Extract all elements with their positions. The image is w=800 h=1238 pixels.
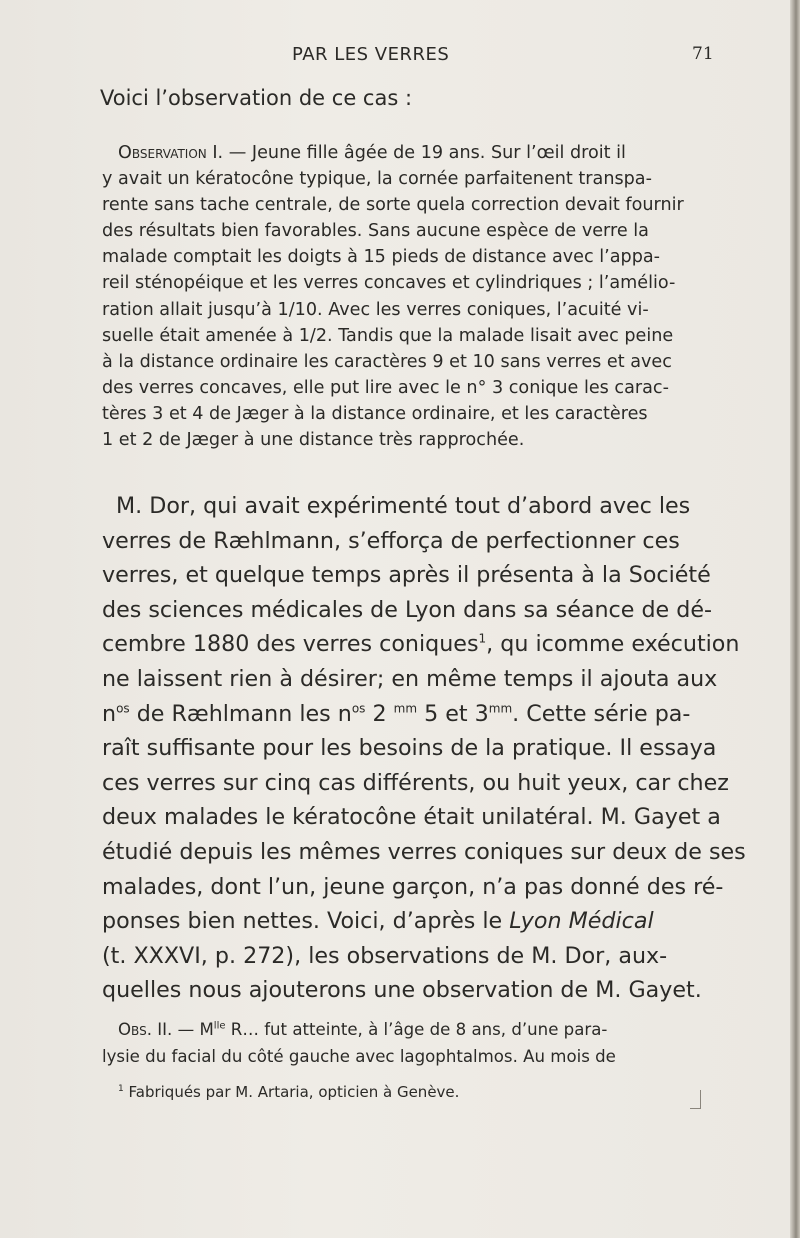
paragraph-line: des sciences médicales de Lyon dans sa séance de dé- xyxy=(102,596,712,623)
observation-1-line: malade comptait les doigts à 15 pieds de distance avec l’appa- xyxy=(102,247,660,268)
observation-2 xyxy=(102,1016,732,1070)
paragraph-line: verres de Ræhlmann, s’efforça de perfectionner ces xyxy=(102,527,680,554)
observation-1-line: tères 3 et 4 de Jæger à la distance ordinaire, et les caractères xyxy=(102,403,648,424)
paragraph-line: (t. XXXVI, p. 272), les observations de M. Dor, aux- xyxy=(102,942,668,969)
observation-1 xyxy=(102,140,722,453)
observation-1-label: Observation I. xyxy=(118,143,224,163)
page-number: 71 xyxy=(692,44,714,64)
footnote-text: Fabriqués par M. Artaria, opticien à Genève. xyxy=(123,1083,460,1101)
observation-1-line: rente sans tache centrale, de sorte quela correction devait fournir xyxy=(102,195,684,216)
footnote-marker: 1 xyxy=(118,1084,124,1094)
paragraph-line: malades, dont l’un, jeune garçon, n’a pas donné des ré- xyxy=(102,873,724,900)
paragraph-line: raît suffisante pour les besoins de la pratique. Il essaya xyxy=(102,735,717,762)
observation-1-line: des verres concaves, elle put lire avec le n° 3 conique les carac- xyxy=(102,377,669,398)
paragraph-line: cembre 1880 des verres coniques$^1$, qu icomme exécution xyxy=(102,631,740,658)
paragraph-line: ces verres sur cinq cas différents, ou huit yeux, car chez xyxy=(102,769,729,796)
paragraph-line: verres, et quelque temps après il présenta à la Société xyxy=(102,562,711,589)
observation-2-line: lysie du facial du côté gauche avec lagophtalmos. Au mois de xyxy=(102,1047,616,1066)
paragraph-line: deux malades le kératocône était unilatéral. M. Gayet a xyxy=(102,804,721,831)
observation-1-line: à la distance ordinaire les caractères 9 et 10 sans verres et avec xyxy=(102,351,672,372)
observation-1-line: ration allait jusqu’à 1/10. Avec les verres coniques, l’acuité vi- xyxy=(102,299,649,320)
observation-1-line: 1 et 2 de Jæger à une distance très rapprochée. xyxy=(102,430,525,451)
paragraph-line: ne laissent rien à désirer; en même temps il ajouta aux xyxy=(102,665,718,692)
paragraph-line: étudié depuis les mêmes verres coniques sur deux de ses xyxy=(102,838,746,865)
page-header xyxy=(0,44,800,68)
paragraph-line: M. Dor, qui avait expérimenté tout d’abord avec les xyxy=(116,493,691,519)
journal-title: Lyon Médical xyxy=(509,908,654,935)
running-title: PAR LES VERRES xyxy=(292,44,450,65)
paragraph-line: quelles nous ajouterons une observation de M. Gayet. xyxy=(102,977,702,1004)
intro-sentence: Voici l’observation de ce cas : xyxy=(100,86,413,110)
observation-1-line: Observation I. — Jeune fille âgée de 19 ans. Sur l’œil droit il xyxy=(118,143,626,163)
page-corner-mark xyxy=(690,1090,701,1109)
observation-2-label: Obs. xyxy=(118,1020,152,1039)
footnote-reference: 1 xyxy=(478,631,487,646)
footnote xyxy=(118,1083,459,1101)
observation-1-line: y avait un kératocône typique, la cornée parfaitenent transpa- xyxy=(102,169,652,190)
paragraph-line: $n^{os}$ de Ræhlmann les $n^{os}$ 2 $^{mm}$ 5 et $3^{mm}$. Cette série pa- xyxy=(102,700,691,727)
paragraph-line: ponses bien nettes. Voici, d’après le Lyon Médical xyxy=(102,908,654,935)
page-edge xyxy=(790,0,800,1238)
observation-1-line: des résultats bien favorables. Sans aucune espèce de verre la xyxy=(102,221,649,242)
main-paragraph xyxy=(102,489,746,1008)
observation-1-line: suelle était amenée à 1/2. Tandis que la malade lisait avec peine xyxy=(102,325,674,346)
observation-2-line: Obs. II. — $M^{lle}$ R… fut atteinte, à l’âge de 8 ans, d’une para- xyxy=(118,1020,608,1039)
observation-1-line: reil sténopéique et les verres concaves et cylindriques ; l’amélio- xyxy=(102,273,676,294)
